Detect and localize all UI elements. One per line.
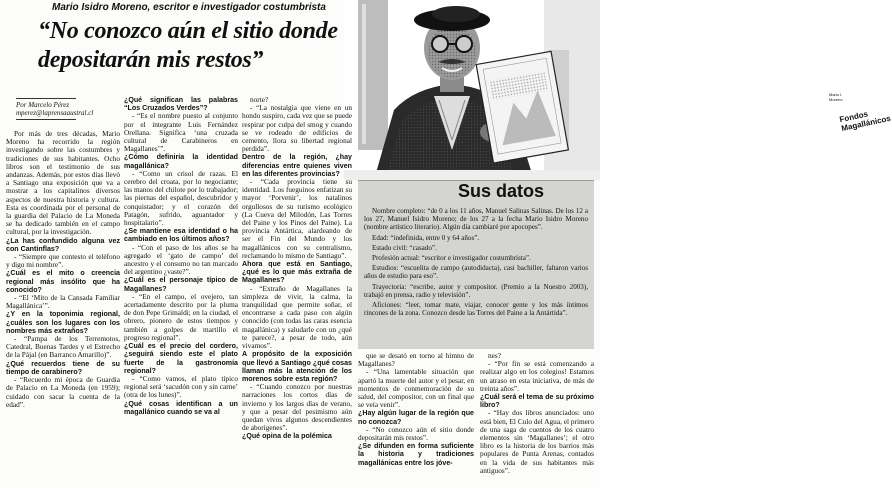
portrait-illustration — [344, 0, 600, 180]
book-author: Mario I. Moreno — [829, 92, 843, 102]
datos-item: Edad: “indefinida, entre 0 y 64 años”. — [372, 233, 480, 242]
interview-question: Ahora que está en Santiago, ¿qué es lo que más extraña de Magallanes? — [242, 260, 352, 285]
column-3 — [242, 96, 352, 441]
interview-question: ¿La has confundido alguna vez con Cantinflas? — [6, 236, 120, 253]
paragraph: - “Pampa de los Terremotos, Catedral, Buenas Tardes y el Estrecho de la Pájal (en Barranco Amarillo)”. — [6, 334, 120, 360]
paragraph: - “Como un crisol de razas. El cerebro del croata, por lo negociante; las manos del chilote por lo trabajador; las piernas del español, descubridor y conquistador; y el corazón del Patagón, sufrido, aguantador y hospitalario”. — [124, 168, 238, 228]
interview-question: ¿Y en la toponimia regional, ¿cuáles son los lugares con los nombres más extraños? — [6, 310, 120, 335]
interview-question: ¿Qué significan las palabras “Los Cruzados Verdes”? — [124, 96, 238, 113]
paragraph: - “Cuando conozco por nuestras narraciones los cortos días de invierno y los largos días de verano, y que a pesar del pesimismo aún quedan vivos algunos descendientes de aborígenes”. — [242, 382, 352, 433]
article-kicker: Mario Isidro Moreno, escritor e investigador costumbrista — [52, 2, 326, 13]
sus-datos-list — [364, 207, 588, 319]
paragraph: - “En el campo, el ovejero, tan acertadamente descrito por la pluma de don Pepe Grimaldi; en la ciudad, el obrero, pionero de estos tiempos y también a golpes de martillo el progreso regional”. — [124, 291, 238, 342]
paragraph: norte? — [250, 95, 269, 104]
paragraph: - “Extraño de Magallanes la simpleza de vivir, la calma, la tranquilidad que permite soñar, el encontrarse a cada paso con algún conocido (con todas las caras esencia magallánica) y saludarle con un ¿qué te parece?, a pesar de todo, aún vivamos”. — [242, 283, 352, 351]
interview-question: ¿Se mantiene esa identidad o ha cambiado en los últimos años? — [124, 227, 238, 244]
interview-question: Dentro de la región, ¿hay diferencias entre quienes viven en las diferentes provincias? — [242, 153, 352, 178]
interview-question: ¿Se difunden en forma suficiente la historia y tradiciones magallánicas entre los jóve- — [358, 442, 474, 467]
paragraph: - “El ‘Mito de la Cansada Familiar Magallánica’”. — [6, 293, 120, 311]
paragraph: - “No conozco aún el sitio donde depositarán mis restos”. — [358, 424, 474, 443]
byline-name: Por Marcelo Pérez — [16, 101, 70, 109]
column-1 — [6, 96, 120, 409]
interview-question: ¿Hay algún lugar de la región que no conozca? — [358, 409, 474, 426]
paragraph: - “Cada provincia tiene su identidad. Los fueguinos enfatizan su mayor ‘Porvenir’, los natalinos orgullosos de su turismo ecológico (La Cueva del Milodón, Las Torres del Paine y los Pinos del Paine). La provincia Antártica, alardeando de ser el Fin del Mundo y los magallánicos con su centralismo, reclamando lo mismo de Santiago”. — [242, 177, 352, 260]
datos-item: Estudios: “escuelita de campo (autodidacta), casi bachiller, faltaron varios años de estudio para eso”. — [364, 264, 588, 281]
paragraph: nes? — [488, 351, 501, 360]
paragraph: - “Con el paso de los años se ha agregado el ‘gato de campo’ del ancestro y el consumo no tan marcado del argentino ¿vaste?”. — [124, 242, 238, 277]
paragraph: que se desató en torno al himno de Magallanes? — [358, 351, 474, 369]
paragraph: - “Hay dos libros anunciados: uno está bien, El Culo del Agua, el primero de una saga de cuentos de los cuatro elementos sin ‘Magallanes’; el otro libro es la historia de los barrios más populares de Punta Arenas, contados en la vida de sus habitantes más antiguos”. — [480, 408, 594, 475]
paragraph: - “Como vamos, el plato típico regional será ‘sacudón con y sin carne’ (otra de los lunes)”. — [124, 373, 238, 400]
interview-question: ¿Qué opina de la polémica — [242, 432, 332, 441]
datos-item: Trayectoria: “escribe, autor y compositor. (Premio a la Nuestro 2003), trabajó en prensa, radio y televisión”. — [364, 282, 588, 299]
column-6 — [480, 352, 594, 475]
paragraph: - “Recuerdo mi época de Guardia de Palacio en La Moneda (en 1959); cuidado con sacar la cuenta de la edad”. — [6, 375, 120, 409]
column-2 — [124, 96, 238, 416]
byline-email: mperez@laprensaaustral.cl — [16, 109, 94, 117]
interview-question: ¿Cuál es el precio del cordero, ¿seguirá siendo este el plato fuerte de la gastronomía regional? — [124, 342, 238, 375]
sus-datos-box — [358, 180, 594, 349]
byline — [6, 98, 120, 120]
datos-item: Nombre completo: “de 0 a los 11 años, Manuel Salinas Salinas. De los 12 a los 27, Manuel Isidro Moreno; de los 27 a la fecha Mario Isidro Moreno (nombre artístico literario). Algún día cambiaré por apocopes”. — [364, 207, 588, 232]
interview-question: ¿Cuál es el mito o creencia regional más insólito que ha conocido? — [6, 269, 120, 294]
interview-question: A propósito de la exposición que llevó a Santiago ¿qué cosas llaman más la atención de los morenos sobre esta región? — [242, 350, 352, 383]
portrait-photo — [344, 0, 892, 180]
interview-question: ¿Cuál es el personaje típico de Magallanes? — [124, 276, 238, 293]
interview-question: ¿Cómo definiría la identidad magallánica? — [124, 153, 238, 170]
paragraph: - “Siempre que contesto el teléfono y digo mi nombre”. — [6, 252, 120, 270]
paragraph: - “Por fin se está comenzando a realizar algo en los colegios! Estamos un atraso en esta iniciativa, de más de treinta años”. — [480, 359, 594, 393]
interview-question: ¿Qué recuerdos tiene de su tiempo de carabinero? — [6, 359, 120, 376]
interview-question: ¿Qué cosas identifican a un magallánico cuando se va al — [124, 399, 238, 416]
sus-datos-title: Sus datos — [458, 181, 545, 201]
paragraph: Por más de tres décadas, Mario Moreno ha recorrido la región investigando sobre las costumbres y tradiciones de sus habitantes. Ocho libros son el testimonio de sus andanzas. Además, por estos días llevó a Santiago una exposición que va a mostrar a los capitalinos diversos aspectos de nuestra historia y cultura. Esta es coordinada por el personal de la guardia del Palacio de La Moneda se ha dedicado también en el campo cultural, por la investigación. — [6, 129, 120, 237]
interview-question: ¿Cuál será el tema de su próximo libro? — [480, 393, 594, 410]
article-headline: “No conozco aún el sitio donde depositarán mis restos” — [38, 18, 338, 73]
paragraph: - “Es el nombre puesto al conjunto por el integrante Luis Fernández Orellana. Significa ‘una cruzada cultural de Carabineros en Magallanes’”. — [124, 111, 238, 154]
paragraph: - “La nostalgia que viene en un hondo suspiro, cada vez que se puede respirar por culpa del smog y cuando se ve rodeado de edificios de cemento, llora su libertad regional perdida”. — [242, 103, 352, 154]
datos-item: Estado civil: “casado”. — [372, 243, 437, 252]
paragraph: - “Una lamentable situación que apartó la muerte del autor y el pesar, en momentos de conmemoración de su salud, del compositor, con un final que se veía venir”. — [358, 367, 474, 410]
column-5 — [358, 352, 474, 467]
datos-item: Aficiones: “leer, tomar mate, viajar, conocer gente y los más íntimos rincones de la zona. Conozco desde las Torres del Paine a la Antártida”. — [364, 301, 588, 318]
book-title: Fondos Magallánicos — [838, 109, 892, 134]
datos-item: Profesión actual: “escritor e investigador costumbrista”. — [372, 254, 531, 263]
